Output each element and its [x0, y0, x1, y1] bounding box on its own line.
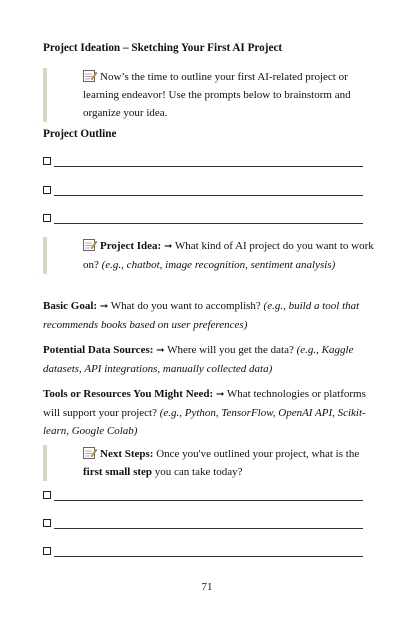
write-line[interactable]: [54, 223, 363, 224]
write-line[interactable]: [54, 556, 363, 557]
checkbox[interactable]: [43, 547, 51, 555]
basic-goal: [43, 297, 378, 334]
next-steps-label: Next Steps:: [100, 448, 154, 460]
tools-label: Tools or Resources You Might Need:: [43, 388, 214, 400]
data-sources-label: Potential Data Sources:: [43, 344, 154, 356]
intro-text: Now’s the time to outline your first AI-related project or learning endeavor! Use the prompts below to brainstorm and organize your idea.: [83, 71, 351, 119]
next-steps-emphasis: first small step: [83, 466, 153, 478]
write-line[interactable]: [54, 528, 363, 529]
data-sources-question: Where will you get the data?: [167, 344, 294, 356]
project-idea-question: What kind of AI project do you want to work on?: [83, 240, 374, 271]
memo-icon: [83, 447, 97, 459]
arrow-icon: ➞: [99, 301, 109, 312]
intro-callout: [43, 68, 378, 122]
project-idea-label: Project Idea:: [100, 240, 162, 252]
checkbox[interactable]: [43, 186, 51, 194]
next-steps-text-before: Once you've outlined your project, what is the: [156, 448, 360, 460]
basic-goal-examples: (e.g., build a tool that recommends books based on user preferences): [43, 300, 360, 331]
basic-goal-label: Basic Goal:: [43, 300, 98, 312]
outline-line-2[interactable]: [43, 184, 363, 198]
write-line[interactable]: [54, 166, 363, 167]
arrow-icon: ➞: [156, 345, 165, 356]
outline-line-1[interactable]: [43, 155, 363, 169]
page-title: Project Ideation – Sketching Your First AI Project: [43, 42, 283, 54]
tools-resources: [43, 385, 378, 440]
next-step-line-3[interactable]: [43, 545, 363, 559]
tools-question: What technologies or platforms will support your project?: [43, 388, 366, 419]
write-line[interactable]: [54, 500, 363, 501]
checkbox[interactable]: [43, 491, 51, 499]
checkbox[interactable]: [43, 157, 51, 165]
checkbox[interactable]: [43, 214, 51, 222]
next-step-line-1[interactable]: [43, 489, 363, 503]
outline-line-3[interactable]: [43, 212, 363, 226]
arrow-icon: ➞: [215, 389, 225, 400]
checkbox[interactable]: [43, 519, 51, 527]
project-idea-examples: (e.g., chatbot, image recognition, sentiment analysis): [101, 259, 336, 271]
next-steps-callout: [43, 445, 378, 481]
page-number: 71: [201, 581, 213, 593]
next-steps-text-after: you can take today?: [154, 466, 243, 478]
outline-heading: Project Outline: [43, 128, 117, 140]
tools-examples: (e.g., Python, TensorFlow, OpenAI API, Scikit-learn, Google Colab): [43, 407, 366, 437]
write-line[interactable]: [54, 195, 363, 196]
arrow-icon: ➞: [163, 241, 173, 252]
basic-goal-question: What do you want to accomplish?: [110, 300, 261, 312]
data-sources-examples: (e.g., Kaggle datasets, API integrations, manually collected data): [43, 344, 354, 375]
data-sources: [43, 341, 378, 378]
project-idea-callout: [43, 237, 378, 274]
memo-icon: [83, 70, 97, 82]
next-step-line-2[interactable]: [43, 517, 363, 531]
memo-icon: [83, 239, 97, 251]
